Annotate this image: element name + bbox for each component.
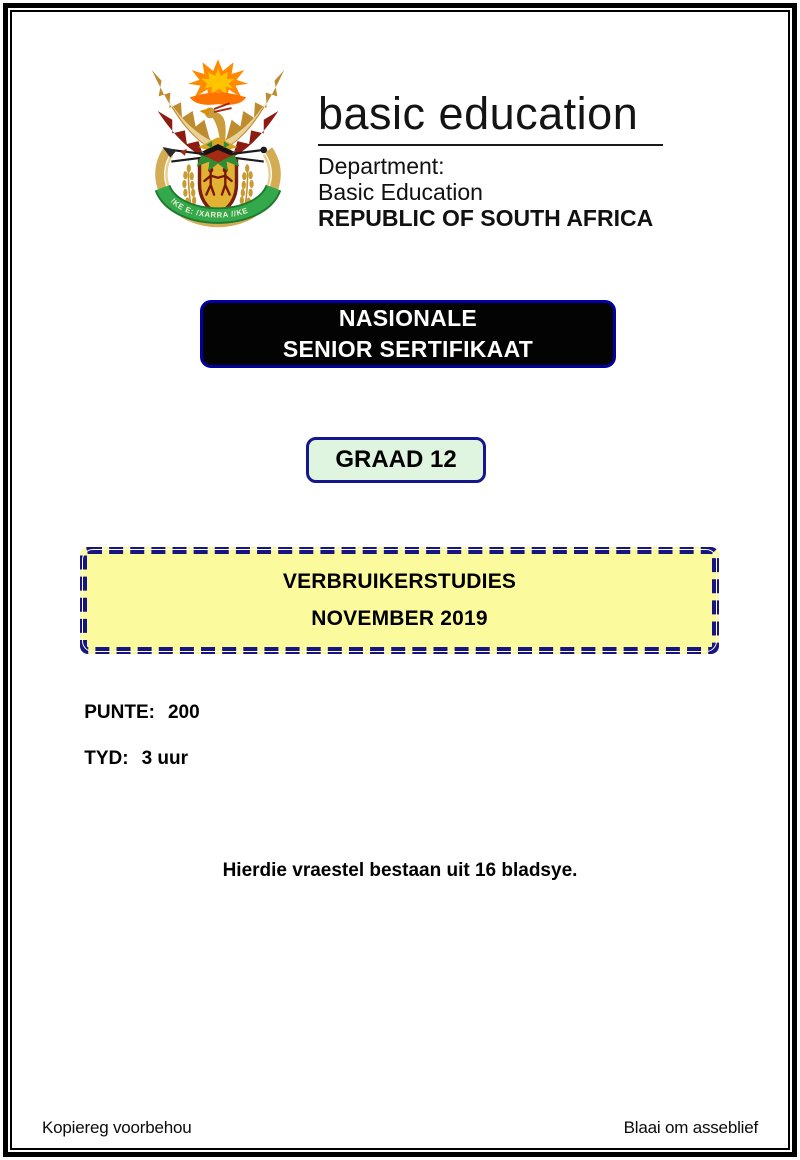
copyright-notice: Kopiereg voorbehou bbox=[42, 1118, 192, 1137]
exam-session: NOVEMBER 2019 bbox=[311, 606, 488, 630]
page-border-inner bbox=[10, 10, 790, 1150]
marks-label: PUNTE: bbox=[84, 702, 155, 723]
coat-of-arms-icon bbox=[145, 55, 291, 237]
page-border-outer bbox=[3, 3, 797, 1157]
turn-over-notice: Blaai om asseblief bbox=[623, 1118, 758, 1137]
country-name: REPUBLIC OF SOUTH AFRICA bbox=[318, 204, 654, 231]
page-count-note: Hierdie vraestel bestaan uit 16 bladsye. bbox=[222, 860, 578, 881]
motto-text: !KE E: /XARRA //KE bbox=[168, 196, 250, 220]
dbe-masthead bbox=[145, 55, 663, 237]
wordmark-underline bbox=[318, 144, 663, 146]
time-row bbox=[42, 726, 188, 792]
time-label: TYD: bbox=[84, 748, 129, 769]
grade-badge: GRAAD 12 bbox=[306, 437, 486, 483]
time-value: 3 uur bbox=[141, 748, 189, 769]
sun-icon bbox=[188, 59, 248, 104]
subject-panel bbox=[80, 547, 719, 654]
department-label: Department: bbox=[318, 153, 445, 179]
wordmark: basic education bbox=[318, 88, 639, 139]
certificate-line-1: NASIONALE bbox=[338, 304, 478, 331]
page-footer bbox=[42, 1118, 758, 1138]
masthead-text bbox=[318, 55, 663, 231]
certificate-line-2: SENIOR SERTIFIKAAT bbox=[282, 336, 534, 362]
certificate-banner bbox=[200, 300, 616, 368]
department-name: Basic Education bbox=[318, 178, 483, 205]
subject-title: VERBRUIKERSTUDIES bbox=[282, 570, 517, 594]
shield bbox=[200, 158, 237, 214]
marks-value: 200 bbox=[167, 702, 200, 723]
